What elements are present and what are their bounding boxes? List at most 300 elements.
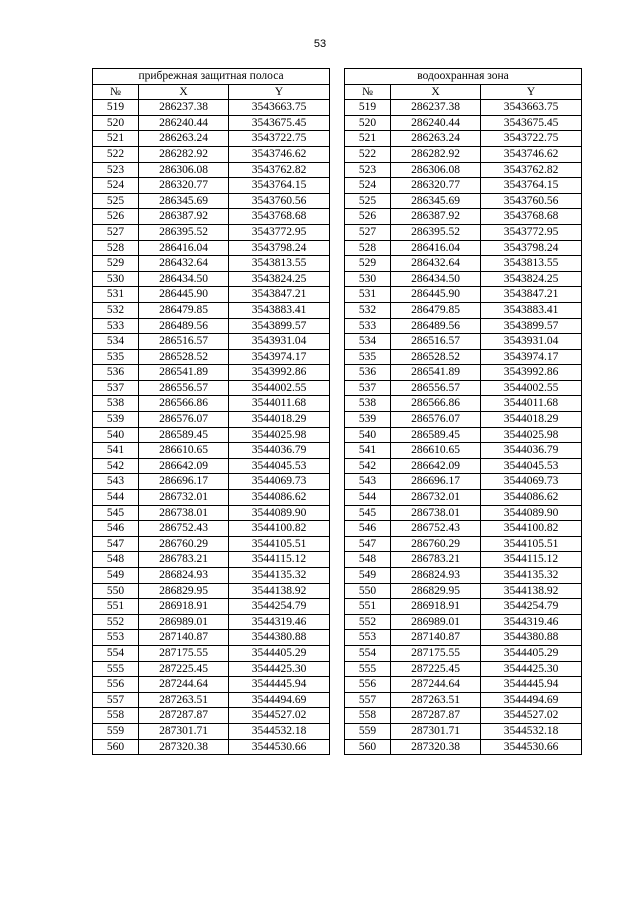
table-title-row <box>345 69 582 85</box>
table-row <box>93 224 330 240</box>
coastal-protective-strip-table <box>92 68 330 755</box>
table-row <box>345 661 582 677</box>
table-row <box>93 739 330 755</box>
x-coordinate-cell: 286445.90 <box>139 287 229 303</box>
table-row <box>93 271 330 287</box>
point-number-cell: 531 <box>345 287 391 303</box>
x-coordinate-cell: 286738.01 <box>391 505 481 521</box>
y-coordinate-cell: 3543813.55 <box>481 256 582 272</box>
x-coordinate-cell: 287225.45 <box>139 661 229 677</box>
y-coordinate-cell: 3544002.55 <box>229 380 330 396</box>
x-coordinate-cell: 286824.93 <box>139 568 229 584</box>
table-row <box>93 427 330 443</box>
point-number-cell: 546 <box>345 521 391 537</box>
table-row <box>93 521 330 537</box>
x-coordinate-cell: 286528.52 <box>139 349 229 365</box>
point-number-cell: 545 <box>93 505 139 521</box>
table-title: прибрежная защитная полоса <box>93 69 330 85</box>
x-coordinate-cell: 286306.08 <box>391 162 481 178</box>
x-coordinate-cell: 286752.43 <box>139 521 229 537</box>
y-coordinate-cell: 3543899.57 <box>481 318 582 334</box>
y-coordinate-cell: 3544115.12 <box>481 552 582 568</box>
x-coordinate-cell: 286282.92 <box>391 146 481 162</box>
y-coordinate-cell: 3544011.68 <box>229 396 330 412</box>
y-coordinate-cell: 3544025.98 <box>481 427 582 443</box>
point-number-cell: 523 <box>345 162 391 178</box>
y-coordinate-cell: 3544530.66 <box>481 739 582 755</box>
x-coordinate-cell: 287263.51 <box>139 692 229 708</box>
y-coordinate-cell: 3543992.86 <box>229 365 330 381</box>
point-number-cell: 526 <box>93 209 139 225</box>
table-row <box>345 568 582 584</box>
x-coordinate-cell: 286610.65 <box>139 443 229 459</box>
x-coordinate-cell: 287175.55 <box>391 645 481 661</box>
column-header-y: Y <box>481 84 582 100</box>
table-row <box>93 240 330 256</box>
table-row <box>345 645 582 661</box>
table-row <box>93 552 330 568</box>
table-row <box>345 427 582 443</box>
column-header-x: X <box>391 84 481 100</box>
x-coordinate-cell: 286434.50 <box>391 271 481 287</box>
point-number-cell: 525 <box>345 193 391 209</box>
table-row <box>345 100 582 116</box>
y-coordinate-cell: 3544494.69 <box>229 692 330 708</box>
table-row <box>93 443 330 459</box>
point-number-cell: 538 <box>345 396 391 412</box>
y-coordinate-cell: 3543762.82 <box>229 162 330 178</box>
point-number-cell: 537 <box>93 380 139 396</box>
table-row <box>93 396 330 412</box>
x-coordinate-cell: 287287.87 <box>391 708 481 724</box>
y-coordinate-cell: 3544025.98 <box>229 427 330 443</box>
point-number-cell: 552 <box>345 614 391 630</box>
x-coordinate-cell: 286479.85 <box>139 302 229 318</box>
x-coordinate-cell: 286416.04 <box>139 240 229 256</box>
y-coordinate-cell: 3544527.02 <box>481 708 582 724</box>
x-coordinate-cell: 286345.69 <box>139 193 229 209</box>
y-coordinate-cell: 3544105.51 <box>229 536 330 552</box>
y-coordinate-cell: 3544135.32 <box>481 568 582 584</box>
point-number-cell: 554 <box>345 645 391 661</box>
table-row <box>345 178 582 194</box>
y-coordinate-cell: 3544319.46 <box>481 614 582 630</box>
y-coordinate-cell: 3543798.24 <box>481 240 582 256</box>
table-row <box>93 708 330 724</box>
point-number-cell: 548 <box>345 552 391 568</box>
table-row <box>345 334 582 350</box>
y-coordinate-cell: 3543760.56 <box>229 193 330 209</box>
y-coordinate-cell: 3543798.24 <box>229 240 330 256</box>
table-row <box>93 302 330 318</box>
table-row <box>93 692 330 708</box>
table-row <box>345 131 582 147</box>
y-coordinate-cell: 3543899.57 <box>229 318 330 334</box>
point-number-cell: 558 <box>345 708 391 724</box>
table-row <box>93 178 330 194</box>
point-number-cell: 541 <box>345 443 391 459</box>
table-title: водоохранная зона <box>345 69 582 85</box>
point-number-cell: 544 <box>93 490 139 506</box>
y-coordinate-cell: 3543663.75 <box>481 100 582 116</box>
table-header-row <box>93 84 330 100</box>
y-coordinate-cell: 3544254.79 <box>481 599 582 615</box>
point-number-cell: 550 <box>345 583 391 599</box>
point-number-cell: 536 <box>93 365 139 381</box>
point-number-cell: 551 <box>93 599 139 615</box>
point-number-cell: 537 <box>345 380 391 396</box>
point-number-cell: 521 <box>345 131 391 147</box>
x-coordinate-cell: 286829.95 <box>139 583 229 599</box>
table-row <box>345 318 582 334</box>
point-number-cell: 524 <box>345 178 391 194</box>
table-row <box>93 146 330 162</box>
table-row <box>345 224 582 240</box>
x-coordinate-cell: 286541.89 <box>391 365 481 381</box>
table-row <box>93 677 330 693</box>
y-coordinate-cell: 3543722.75 <box>481 131 582 147</box>
x-coordinate-cell: 286824.93 <box>391 568 481 584</box>
x-coordinate-cell: 287140.87 <box>139 630 229 646</box>
x-coordinate-cell: 286783.21 <box>139 552 229 568</box>
table-row <box>345 365 582 381</box>
point-number-cell: 553 <box>93 630 139 646</box>
x-coordinate-cell: 286738.01 <box>139 505 229 521</box>
x-coordinate-cell: 286566.86 <box>139 396 229 412</box>
table-row <box>345 302 582 318</box>
x-coordinate-cell: 286576.07 <box>139 412 229 428</box>
x-coordinate-cell: 287263.51 <box>391 692 481 708</box>
x-coordinate-cell: 287301.71 <box>139 723 229 739</box>
table-row <box>93 334 330 350</box>
x-coordinate-cell: 287175.55 <box>139 645 229 661</box>
point-number-cell: 551 <box>345 599 391 615</box>
table-row <box>345 162 582 178</box>
y-coordinate-cell: 3544135.32 <box>229 568 330 584</box>
point-number-cell: 544 <box>345 490 391 506</box>
table-row <box>345 677 582 693</box>
x-coordinate-cell: 286989.01 <box>391 614 481 630</box>
x-coordinate-cell: 286445.90 <box>391 287 481 303</box>
table-row <box>93 131 330 147</box>
table-row <box>345 521 582 537</box>
x-coordinate-cell: 286395.52 <box>391 224 481 240</box>
y-coordinate-cell: 3544036.79 <box>481 443 582 459</box>
point-number-cell: 540 <box>345 427 391 443</box>
point-number-cell: 527 <box>345 224 391 240</box>
table-title-row <box>93 69 330 85</box>
point-number-cell: 547 <box>345 536 391 552</box>
y-coordinate-cell: 3544254.79 <box>229 599 330 615</box>
x-coordinate-cell: 287244.64 <box>391 677 481 693</box>
x-coordinate-cell: 286306.08 <box>139 162 229 178</box>
column-header-y: Y <box>229 84 330 100</box>
x-coordinate-cell: 286556.57 <box>391 380 481 396</box>
table-row <box>93 614 330 630</box>
point-number-cell: 550 <box>93 583 139 599</box>
x-coordinate-cell: 286237.38 <box>139 100 229 116</box>
x-coordinate-cell: 286589.45 <box>391 427 481 443</box>
x-coordinate-cell: 286237.38 <box>391 100 481 116</box>
x-coordinate-cell: 286589.45 <box>139 427 229 443</box>
point-number-cell: 532 <box>93 302 139 318</box>
x-coordinate-cell: 286760.29 <box>139 536 229 552</box>
point-number-cell: 528 <box>345 240 391 256</box>
point-number-cell: 556 <box>345 677 391 693</box>
table-row <box>93 458 330 474</box>
x-coordinate-cell: 286345.69 <box>391 193 481 209</box>
x-coordinate-cell: 286829.95 <box>391 583 481 599</box>
x-coordinate-cell: 286556.57 <box>139 380 229 396</box>
y-coordinate-cell: 3543824.25 <box>481 271 582 287</box>
point-number-cell: 533 <box>345 318 391 334</box>
y-coordinate-cell: 3544532.18 <box>481 723 582 739</box>
y-coordinate-cell: 3544115.12 <box>229 552 330 568</box>
x-coordinate-cell: 286783.21 <box>391 552 481 568</box>
table-row <box>345 396 582 412</box>
y-coordinate-cell: 3543760.56 <box>481 193 582 209</box>
point-number-cell: 540 <box>93 427 139 443</box>
x-coordinate-cell: 286432.64 <box>139 256 229 272</box>
y-coordinate-cell: 3544532.18 <box>229 723 330 739</box>
y-coordinate-cell: 3544086.62 <box>229 490 330 506</box>
y-coordinate-cell: 3543883.41 <box>481 302 582 318</box>
point-number-cell: 560 <box>93 739 139 755</box>
point-number-cell: 534 <box>345 334 391 350</box>
table-row <box>345 458 582 474</box>
table-row <box>345 146 582 162</box>
point-number-cell: 548 <box>93 552 139 568</box>
table-row <box>345 552 582 568</box>
x-coordinate-cell: 286240.44 <box>139 115 229 131</box>
table-row <box>93 318 330 334</box>
column-header-number: № <box>93 84 139 100</box>
point-number-cell: 531 <box>93 287 139 303</box>
x-coordinate-cell: 286541.89 <box>139 365 229 381</box>
y-coordinate-cell: 3543931.04 <box>481 334 582 350</box>
column-header-number: № <box>345 84 391 100</box>
x-coordinate-cell: 286432.64 <box>391 256 481 272</box>
y-coordinate-cell: 3544018.29 <box>481 412 582 428</box>
table-row <box>93 490 330 506</box>
y-coordinate-cell: 3543974.17 <box>229 349 330 365</box>
y-coordinate-cell: 3544319.46 <box>229 614 330 630</box>
table-row <box>345 490 582 506</box>
x-coordinate-cell: 286387.92 <box>139 209 229 225</box>
point-number-cell: 534 <box>93 334 139 350</box>
table-row <box>93 583 330 599</box>
table-row <box>345 614 582 630</box>
y-coordinate-cell: 3543675.45 <box>481 115 582 131</box>
table-row <box>345 708 582 724</box>
y-coordinate-cell: 3544445.94 <box>229 677 330 693</box>
point-number-cell: 555 <box>345 661 391 677</box>
point-number-cell: 559 <box>345 723 391 739</box>
point-number-cell: 543 <box>345 474 391 490</box>
table-row <box>93 162 330 178</box>
y-coordinate-cell: 3543768.68 <box>229 209 330 225</box>
y-coordinate-cell: 3543764.15 <box>229 178 330 194</box>
x-coordinate-cell: 286528.52 <box>391 349 481 365</box>
table-body <box>93 100 330 755</box>
x-coordinate-cell: 287320.38 <box>139 739 229 755</box>
table-row <box>345 271 582 287</box>
y-coordinate-cell: 3543847.21 <box>229 287 330 303</box>
point-number-cell: 560 <box>345 739 391 755</box>
x-coordinate-cell: 286760.29 <box>391 536 481 552</box>
point-number-cell: 530 <box>93 271 139 287</box>
table-row <box>93 100 330 116</box>
x-coordinate-cell: 286610.65 <box>391 443 481 459</box>
table-row <box>345 193 582 209</box>
table-row <box>93 536 330 552</box>
point-number-cell: 541 <box>93 443 139 459</box>
table-row <box>93 661 330 677</box>
point-number-cell: 549 <box>93 568 139 584</box>
point-number-cell: 556 <box>93 677 139 693</box>
point-number-cell: 543 <box>93 474 139 490</box>
y-coordinate-cell: 3544069.73 <box>229 474 330 490</box>
column-header-x: X <box>139 84 229 100</box>
page-number: 53 <box>313 38 327 50</box>
y-coordinate-cell: 3543675.45 <box>229 115 330 131</box>
x-coordinate-cell: 286516.57 <box>139 334 229 350</box>
y-coordinate-cell: 3544086.62 <box>481 490 582 506</box>
point-number-cell: 522 <box>93 146 139 162</box>
point-number-cell: 536 <box>345 365 391 381</box>
x-coordinate-cell: 286240.44 <box>391 115 481 131</box>
x-coordinate-cell: 286918.91 <box>391 599 481 615</box>
table-row <box>93 287 330 303</box>
table-row <box>345 412 582 428</box>
x-coordinate-cell: 286696.17 <box>391 474 481 490</box>
table-row <box>93 723 330 739</box>
point-number-cell: 521 <box>93 131 139 147</box>
table-row <box>345 599 582 615</box>
water-protection-zone-table <box>344 68 582 755</box>
table-row <box>93 505 330 521</box>
point-number-cell: 522 <box>345 146 391 162</box>
y-coordinate-cell: 3543883.41 <box>229 302 330 318</box>
y-coordinate-cell: 3544100.82 <box>229 521 330 537</box>
y-coordinate-cell: 3544100.82 <box>481 521 582 537</box>
point-number-cell: 542 <box>345 458 391 474</box>
x-coordinate-cell: 286434.50 <box>139 271 229 287</box>
y-coordinate-cell: 3543768.68 <box>481 209 582 225</box>
table-row <box>345 630 582 646</box>
x-coordinate-cell: 286489.56 <box>139 318 229 334</box>
y-coordinate-cell: 3544405.29 <box>229 645 330 661</box>
point-number-cell: 524 <box>93 178 139 194</box>
y-coordinate-cell: 3543931.04 <box>229 334 330 350</box>
point-number-cell: 542 <box>93 458 139 474</box>
y-coordinate-cell: 3543847.21 <box>481 287 582 303</box>
table-row <box>345 209 582 225</box>
x-coordinate-cell: 287301.71 <box>391 723 481 739</box>
point-number-cell: 535 <box>93 349 139 365</box>
table-row <box>345 474 582 490</box>
y-coordinate-cell: 3543813.55 <box>229 256 330 272</box>
point-number-cell: 528 <box>93 240 139 256</box>
x-coordinate-cell: 286696.17 <box>139 474 229 490</box>
table-row <box>345 583 582 599</box>
table-row <box>345 505 582 521</box>
y-coordinate-cell: 3544425.30 <box>229 661 330 677</box>
y-coordinate-cell: 3544380.88 <box>229 630 330 646</box>
x-coordinate-cell: 286642.09 <box>391 458 481 474</box>
y-coordinate-cell: 3543764.15 <box>481 178 582 194</box>
table-row <box>345 536 582 552</box>
x-coordinate-cell: 287287.87 <box>139 708 229 724</box>
y-coordinate-cell: 3544002.55 <box>481 380 582 396</box>
x-coordinate-cell: 286732.01 <box>139 490 229 506</box>
point-number-cell: 520 <box>93 115 139 131</box>
y-coordinate-cell: 3543663.75 <box>229 100 330 116</box>
x-coordinate-cell: 286516.57 <box>391 334 481 350</box>
x-coordinate-cell: 287320.38 <box>391 739 481 755</box>
table-row <box>93 568 330 584</box>
point-number-cell: 535 <box>345 349 391 365</box>
y-coordinate-cell: 3544089.90 <box>481 505 582 521</box>
point-number-cell: 553 <box>345 630 391 646</box>
y-coordinate-cell: 3544138.92 <box>229 583 330 599</box>
point-number-cell: 555 <box>93 661 139 677</box>
x-coordinate-cell: 286489.56 <box>391 318 481 334</box>
y-coordinate-cell: 3544530.66 <box>229 739 330 755</box>
x-coordinate-cell: 286395.52 <box>139 224 229 240</box>
point-number-cell: 546 <box>93 521 139 537</box>
y-coordinate-cell: 3544045.53 <box>229 458 330 474</box>
table-row <box>93 193 330 209</box>
x-coordinate-cell: 286387.92 <box>391 209 481 225</box>
point-number-cell: 538 <box>93 396 139 412</box>
table-row <box>93 365 330 381</box>
point-number-cell: 539 <box>345 412 391 428</box>
x-coordinate-cell: 287244.64 <box>139 677 229 693</box>
x-coordinate-cell: 286282.92 <box>139 146 229 162</box>
y-coordinate-cell: 3544405.29 <box>481 645 582 661</box>
point-number-cell: 554 <box>93 645 139 661</box>
table-row <box>345 692 582 708</box>
x-coordinate-cell: 286416.04 <box>391 240 481 256</box>
y-coordinate-cell: 3544494.69 <box>481 692 582 708</box>
table-row <box>93 209 330 225</box>
y-coordinate-cell: 3543824.25 <box>229 271 330 287</box>
point-number-cell: 529 <box>93 256 139 272</box>
point-number-cell: 552 <box>93 614 139 630</box>
x-coordinate-cell: 286752.43 <box>391 521 481 537</box>
point-number-cell: 525 <box>93 193 139 209</box>
point-number-cell: 533 <box>93 318 139 334</box>
y-coordinate-cell: 3543992.86 <box>481 365 582 381</box>
point-number-cell: 526 <box>345 209 391 225</box>
table-row <box>93 474 330 490</box>
y-coordinate-cell: 3543762.82 <box>481 162 582 178</box>
y-coordinate-cell: 3544089.90 <box>229 505 330 521</box>
point-number-cell: 532 <box>345 302 391 318</box>
table-row <box>93 599 330 615</box>
y-coordinate-cell: 3544018.29 <box>229 412 330 428</box>
table-row <box>345 723 582 739</box>
x-coordinate-cell: 286989.01 <box>139 614 229 630</box>
x-coordinate-cell: 286566.86 <box>391 396 481 412</box>
y-coordinate-cell: 3543746.62 <box>481 146 582 162</box>
y-coordinate-cell: 3543772.95 <box>481 224 582 240</box>
x-coordinate-cell: 286732.01 <box>391 490 481 506</box>
table-row <box>345 380 582 396</box>
x-coordinate-cell: 287140.87 <box>391 630 481 646</box>
point-number-cell: 557 <box>345 692 391 708</box>
